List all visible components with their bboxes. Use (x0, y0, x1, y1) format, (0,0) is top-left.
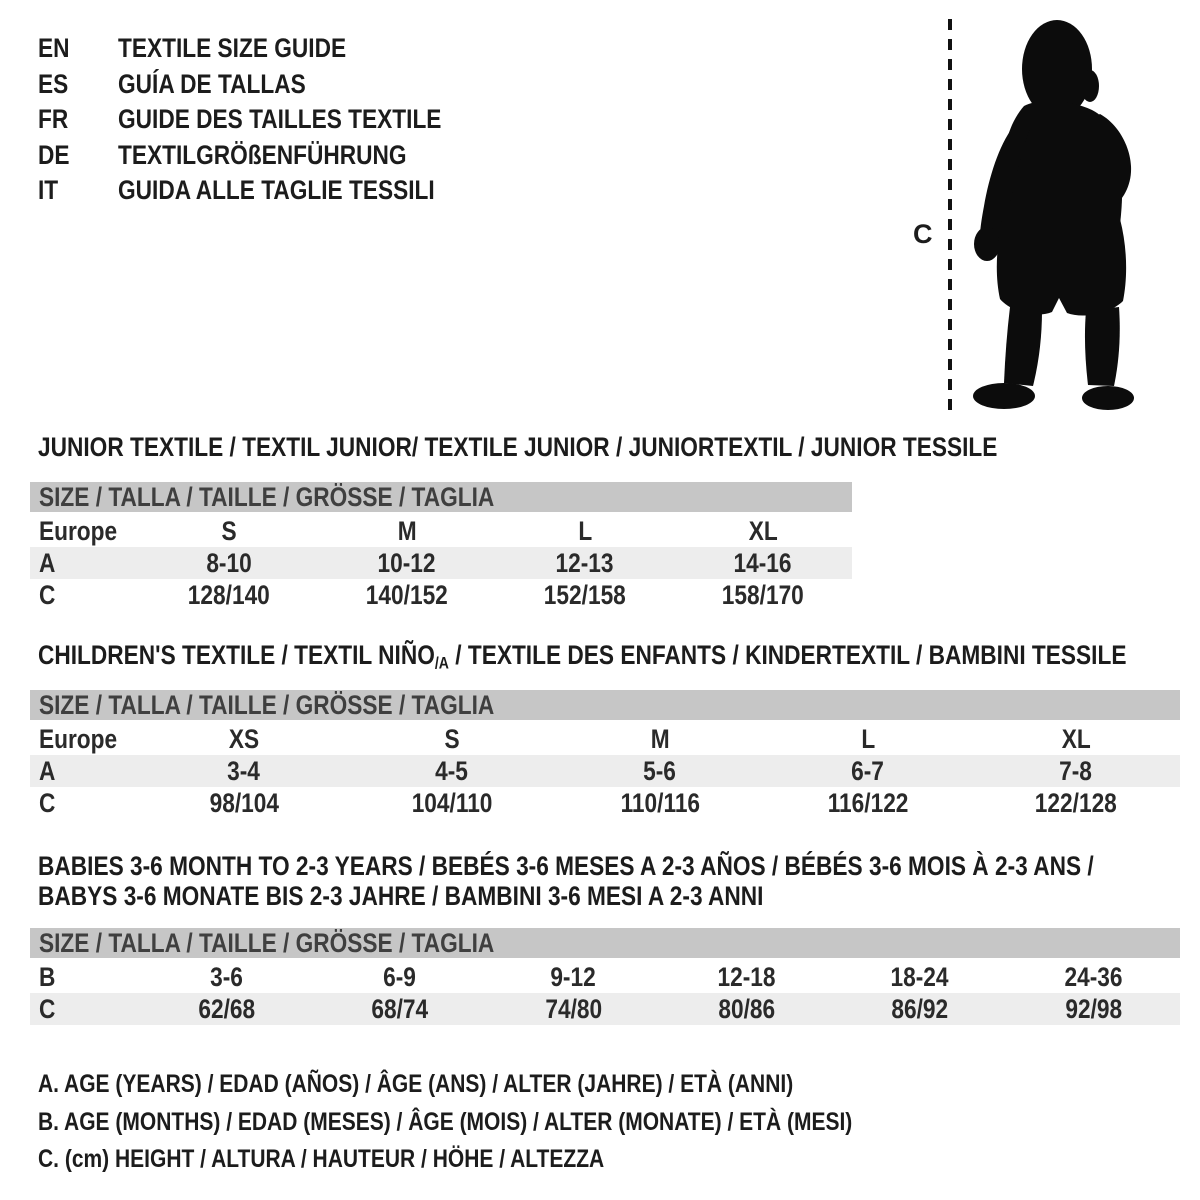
babies-size-table (30, 928, 1180, 1025)
measure-legend (38, 1066, 1007, 1179)
size-header-bar: SIZE / TALLA / TAILLE / GRÖSSE / TAGLIA (30, 482, 852, 512)
value-cell: 98/104 (209, 787, 279, 818)
size-cell: L (578, 515, 592, 546)
language-row (38, 67, 503, 103)
language-title: GUIDE DES TAILLES TEXTILE (118, 104, 442, 135)
size-cell: S (444, 723, 460, 754)
size-cell: L (861, 723, 875, 754)
value-cell: 122/128 (1034, 787, 1117, 818)
value-cell: 86/92 (891, 993, 949, 1024)
language-title: GUÍA DE TALLAS (118, 68, 306, 99)
language-row (38, 138, 503, 174)
value-cell: 80/86 (718, 993, 776, 1024)
toddler-silhouette (973, 20, 1134, 410)
value-cell: 74/80 (544, 993, 602, 1024)
nino-a-subscript: /A (434, 653, 449, 673)
table-row-a (30, 547, 852, 579)
size-header-bar: SIZE / TALLA / TAILLE / GRÖSSE / TAGLIA (30, 690, 1180, 720)
size-cell: M (650, 723, 670, 754)
babies-title-line1: BABIES 3-6 MONTH TO 2-3 YEARS / BEBÉS 3-6 MESES A 2-3 AÑOS / BÉBÉS 3-6 MOIS À 2-3 ANS / (38, 851, 1094, 881)
value-cell: 6-7 (851, 755, 885, 786)
row-label: Europe (39, 723, 118, 754)
value-cell: 140/152 (365, 579, 448, 610)
value-cell: 24-36 (1064, 961, 1123, 992)
language-code: ES (38, 68, 69, 99)
value-cell: 116/122 (827, 787, 909, 818)
language-code: DE (38, 139, 70, 170)
row-label: B (39, 961, 56, 992)
value-cell: 9-12 (550, 961, 597, 992)
toddler-silhouette-figure (940, 14, 1140, 424)
legend-line-a: A. AGE (YEARS) / EDAD (AÑOS) / ÂGE (ANS) / ALTER (JAHRE) / ETÀ (ANNI) (38, 1070, 794, 1098)
size-header-bar: SIZE / TALLA / TAILLE / GRÖSSE / TAGLIA (30, 928, 1180, 958)
size-cell: XL (748, 515, 778, 546)
children-size-table (30, 690, 1180, 819)
row-label: A (39, 547, 56, 578)
value-cell: 3-6 (210, 961, 244, 992)
table-row-c (30, 787, 1180, 819)
language-row (38, 173, 503, 209)
value-cell: 12-13 (555, 547, 615, 578)
junior-section-title: JUNIOR TEXTILE / TEXTIL JUNIOR/ TEXTILE JUNIOR / JUNIORTEXTIL / JUNIOR TESSILE (38, 432, 998, 462)
size-cell: S (221, 515, 237, 546)
language-title: GUIDA ALLE TAGLIE TESSILI (118, 175, 435, 206)
table-row-a (30, 755, 1180, 787)
value-cell: 158/170 (721, 579, 804, 610)
row-label: A (39, 755, 56, 786)
value-cell: 8-10 (206, 547, 252, 578)
junior-size-table (30, 482, 852, 611)
value-cell: 10-12 (377, 547, 437, 578)
value-cell: 18-24 (890, 961, 949, 992)
value-cell: 152/158 (543, 579, 626, 610)
table-row-europe (30, 515, 852, 547)
table-row-europe (30, 723, 1180, 755)
language-code: FR (38, 104, 69, 135)
value-cell: 7-8 (1059, 755, 1093, 786)
value-cell: 110/116 (620, 787, 700, 818)
babies-section-title (38, 851, 1200, 911)
table-row-c (30, 579, 852, 611)
legend-line-c: C. (cm) HEIGHT / ALTURA / HAUTEUR / HÖHE / ALTEZZA (38, 1145, 605, 1173)
children-section-title: CHILDREN'S TEXTILE / TEXTIL $NIÑO_{/A}$ / TEXTILE DES ENFANTS / KINDERTEXTIL / BAMBINI TESSILE (38, 640, 1127, 673)
value-cell: 68/74 (371, 993, 429, 1024)
row-label: Europe (39, 515, 118, 546)
legend-line-b: B. AGE (MONTHS) / EDAD (MESES) / ÂGE (MOIS) / ALTER (MONATE) / ETÀ (MESI) (38, 1107, 853, 1136)
row-label: C (39, 993, 56, 1024)
value-cell: 4-5 (435, 755, 469, 786)
babies-title-line2: BABYS 3-6 MONATE BIS 2-3 JAHRE / BAMBINI 3-6 MESI A 2-3 ANNI (38, 881, 764, 911)
value-cell: 12-18 (717, 961, 776, 992)
value-cell: 3-4 (227, 755, 261, 786)
language-code: IT (38, 175, 59, 206)
language-title: TEXTILE SIZE GUIDE (118, 33, 347, 64)
size-cell: M (397, 515, 417, 546)
language-code: EN (38, 33, 70, 64)
row-label: C (39, 787, 56, 818)
language-row (38, 31, 503, 67)
value-cell: 5-6 (643, 755, 677, 786)
size-cell: XL (1061, 723, 1091, 754)
table-row-b (30, 961, 1180, 993)
size-cell: XS (228, 723, 260, 754)
value-cell: 6-9 (383, 961, 417, 992)
value-cell: 92/98 (1064, 993, 1122, 1024)
value-cell: 14-16 (733, 547, 793, 578)
value-cell: 128/140 (187, 579, 270, 610)
language-title-list (38, 31, 503, 209)
language-title: TEXTILGRÖßENFÜHRUNG (118, 139, 407, 170)
value-cell: 62/68 (198, 993, 256, 1024)
value-cell: 104/110 (411, 787, 493, 818)
language-row (38, 102, 503, 138)
height-measure-label: C (913, 219, 933, 249)
row-label: C (39, 579, 56, 610)
table-row-c (30, 993, 1180, 1025)
